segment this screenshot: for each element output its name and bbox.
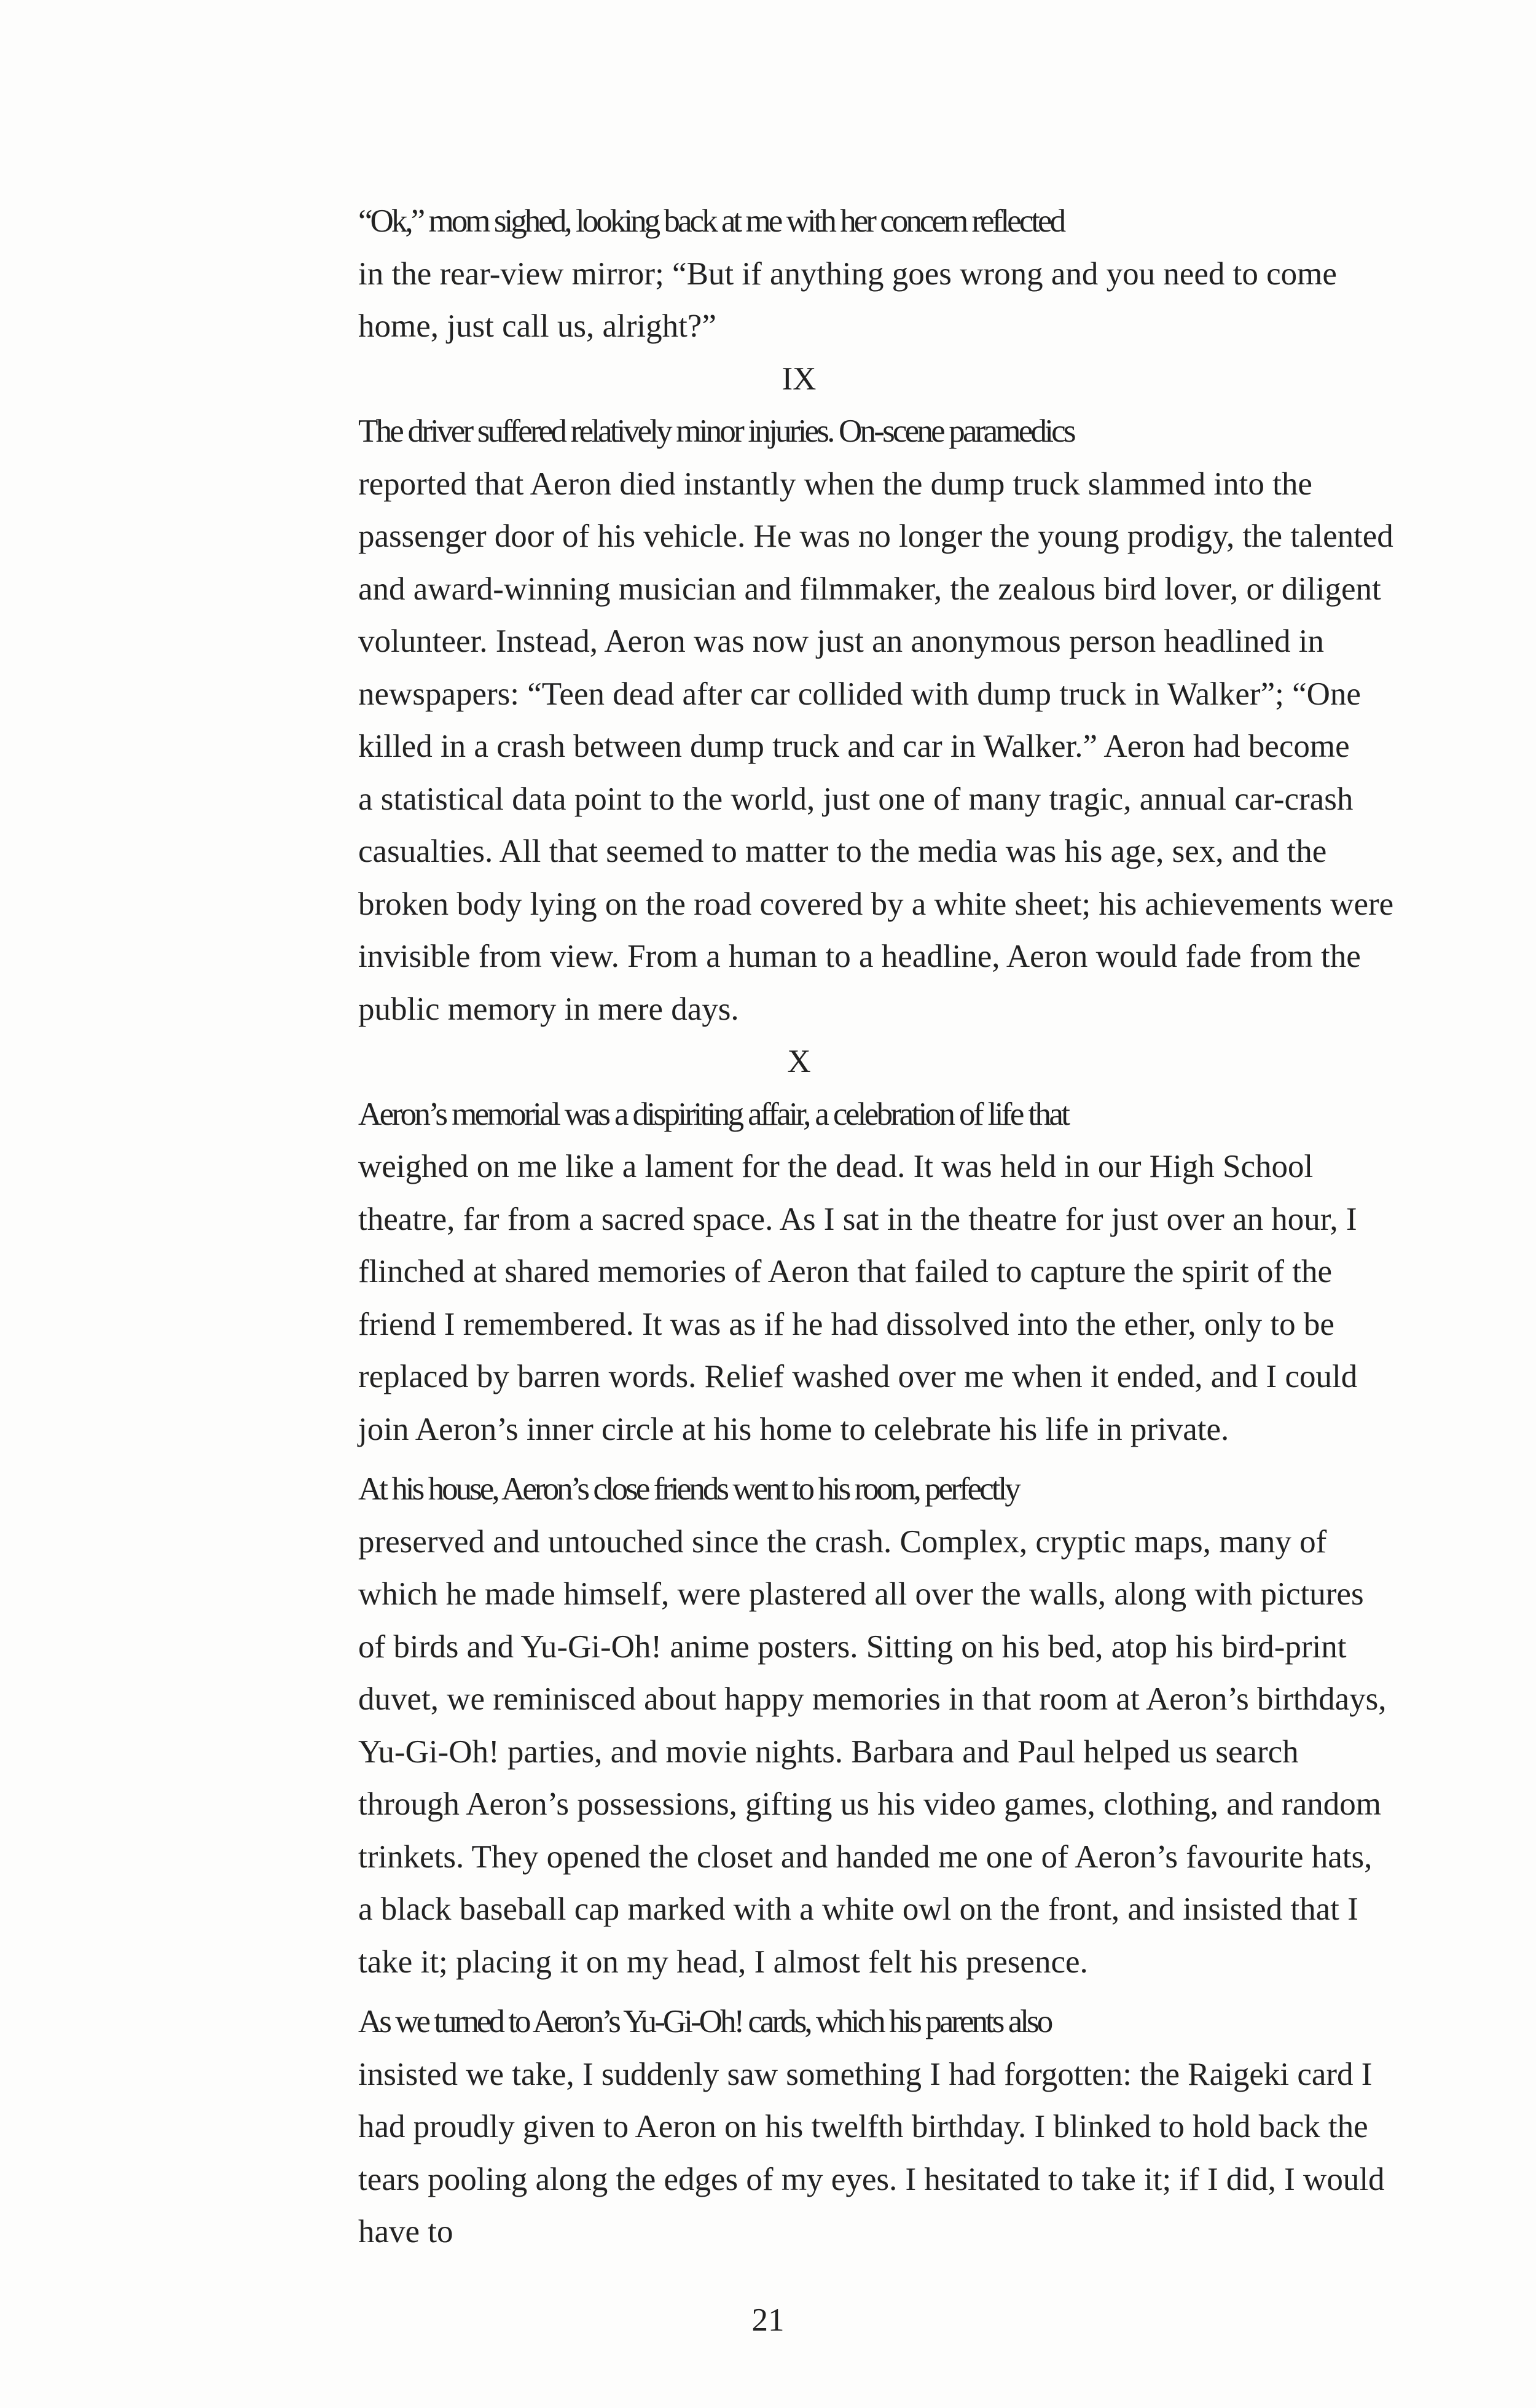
- text-line: trinkets. They opened the closet and handed me one of Aeron’s favourite hats,: [358, 1839, 1373, 1875]
- text-line: casualties. All that seemed to matter to the media was his age, sex, and the: [358, 834, 1327, 869]
- text-line: preserved and untouched since the crash. Complex, cryptic maps, many of: [358, 1523, 1327, 1560]
- paragraph-his-house: [205, 1463, 1393, 1988]
- text-line: flinched at shared memories of Aeron that failed to capture the spirit of the: [358, 1254, 1333, 1289]
- text-line: reported that Aeron died instantly when the dump truck slammed into the: [358, 466, 1312, 502]
- text-line: As we turned to Aeron’s Yu-Gi-Oh! cards, which his parents also: [358, 2004, 1051, 2039]
- text-line: friend I remembered. It was as if he had dissolved into the ether, only to be: [358, 1306, 1334, 1342]
- text-line: At his house, Aeron’s close friends went to his room, perfectly: [358, 1471, 1019, 1507]
- text-line: which he made himself, were plastered all over the walls, along with pictures: [358, 1576, 1364, 1612]
- text-line: killed in a crash between dump truck and car in Walker.” Aeron had become: [358, 729, 1350, 764]
- paragraph-mom-sighed: [205, 195, 1393, 353]
- text-line: “Ok,” mom sighed, looking back at me with her concern reflected: [358, 203, 1064, 239]
- paragraph-driver-injuries: [205, 405, 1393, 1036]
- text-line: duvet, we reminisced about happy memories in that room at Aeron’s birthdays,: [358, 1681, 1387, 1717]
- text-line: passenger door of his vehicle. He was no longer the young prodigy, the talented: [358, 518, 1393, 554]
- body-text: [205, 195, 1393, 2259]
- text-line: theatre, far from a sacred space. As I sat in the theatre for just over an hour, I: [358, 1201, 1357, 1237]
- text-line: replaced by barren words. Relief washed over me when it ended, and I could: [358, 1359, 1358, 1394]
- text-line: Aeron’s memorial was a dispiriting affair, a celebration of life that: [358, 1096, 1068, 1132]
- text-line: and award-winning musician and filmmaker, the zealous bird lover, or diligent: [358, 571, 1381, 607]
- paragraph-memorial: [205, 1089, 1393, 1456]
- text-line: had proudly given to Aeron on his twelfth birthday. I blinked to hold back the: [358, 2109, 1368, 2144]
- text-line: public memory in mere days.: [358, 991, 739, 1027]
- text-line: take it; placing it on my head, I almost felt his presence.: [358, 1944, 1088, 1980]
- text-line: insisted we take, I suddenly saw something I had forgotten: the Raigeki card I: [358, 2056, 1373, 2092]
- text-line: broken body lying on the road covered by a white sheet; his achievements were: [358, 886, 1394, 922]
- paragraph-yugioh-cards: [205, 1996, 1393, 2259]
- text-line: in the rear-view mirror; “But if anything goes wrong and you need to come: [358, 256, 1337, 292]
- text-line: home, just call us, alright?”: [358, 308, 716, 344]
- section-heading-x: X: [787, 1044, 811, 1079]
- text-line: The driver suffered relatively minor injuries. On-scene paramedics: [358, 413, 1074, 449]
- page-number: 21: [751, 2302, 785, 2338]
- text-line: volunteer. Instead, Aeron was now just an anonymous person headlined in: [358, 624, 1325, 659]
- text-line: through Aeron’s possessions, gifting us his video games, clothing, and random: [358, 1786, 1381, 1822]
- text-line: a black baseball cap marked with a white owl on the front, and insisted that I: [358, 1891, 1358, 1927]
- text-line: newspapers: “Teen dead after car collided with dump truck in Walker”; “One: [358, 676, 1361, 712]
- text-line: Yu-Gi-Oh! parties, and movie nights. Barbara and Paul helped us search: [358, 1734, 1299, 1770]
- text-line: join Aeron’s inner circle at his home to celebrate his life in private.: [358, 1411, 1229, 1447]
- text-line: of birds and Yu-Gi-Oh! anime posters. Sitting on his bed, atop his bird-print: [358, 1628, 1347, 1665]
- text-line: invisible from view. From a human to a headline, Aeron would fade from the: [358, 939, 1361, 974]
- text-line: have to: [358, 2214, 453, 2250]
- text-line: tears pooling along the edges of my eyes. I hesitated to take it; if I did, I would: [358, 2161, 1385, 2197]
- text-line: a statistical data point to the world, just one of many tragic, annual car-crash: [358, 781, 1354, 817]
- section-heading-ix: IX: [782, 361, 817, 397]
- text-line: weighed on me like a lament for the dead. It was held in our High School: [358, 1149, 1314, 1184]
